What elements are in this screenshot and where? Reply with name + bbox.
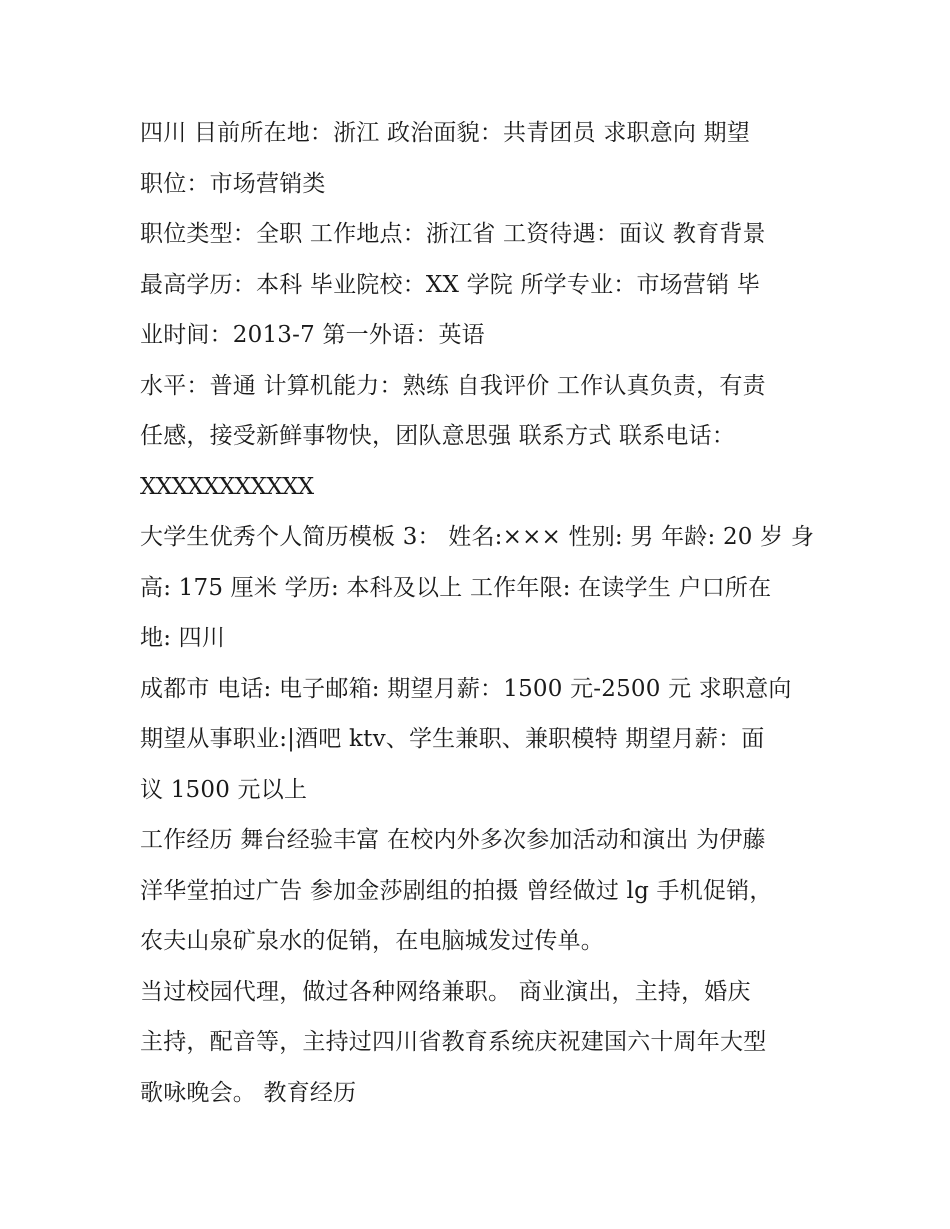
text-line: 任感，接受新鲜事物快，团队意思强 联系方式 联系电话： bbox=[140, 423, 736, 449]
document-body bbox=[140, 108, 820, 1118]
text-line: 歌咏晚会。 教育经历 bbox=[140, 1079, 357, 1106]
text-line: 洋华堂拍过广告 参加金莎剧组的拍摄 曾经做过 lg 手机促销， bbox=[140, 877, 773, 904]
text-line: 职位：市场营销类 bbox=[140, 170, 326, 197]
text-line: 水平：普通 计算机能力：熟练 自我评价 工作认真负责，有责 bbox=[140, 372, 766, 399]
text-line: 主持，配音等，主持过四川省教育系统庆祝建国六十周年大型 bbox=[140, 1029, 767, 1055]
text-line: XXXXXXXXXXX bbox=[140, 473, 314, 500]
text-line: 最高学历：本科 毕业院校：XX 学院 所学专业：市场营销 毕 bbox=[140, 271, 760, 298]
text-line: 议 1500 元以上 bbox=[140, 776, 308, 803]
text-line: 工作经历 舞台经验丰富 在校内外多次参加活动和演出 为伊藤 bbox=[140, 827, 766, 853]
text-line: 当过校园代理，做过各种网络兼职。 商业演出，主持，婚庆 bbox=[140, 978, 751, 1005]
text-line: 大学生优秀个人简历模板 3： 姓名:××× 性别: 男 年龄: 20 岁 身 bbox=[140, 524, 815, 550]
text-line: 四川 目前所在地：浙江 政治面貌：共青团员 求职意向 期望 bbox=[140, 120, 751, 146]
text-line: 农夫山泉矿泉水的促销，在电脑城发过传单。 bbox=[140, 928, 604, 954]
text-line: 期望从事职业:|酒吧 ktv、学生兼职、兼职模特 期望月薪：面 bbox=[140, 726, 765, 752]
text-line: 业时间：2013-7 第一外语：英语 bbox=[140, 322, 485, 348]
text-line: 职位类型：全职 工作地点：浙江省 工资待遇：面议 教育背景 bbox=[140, 221, 766, 247]
text-line: 地: 四川 bbox=[140, 625, 226, 651]
text-line: 成都市 电话: 电子邮箱: 期望月薪：1500 元-2500 元 求职意向 bbox=[140, 675, 792, 702]
text-line: 高: 175 厘米 学历: 本科及以上 工作年限: 在读学生 户口所在 bbox=[140, 574, 772, 601]
